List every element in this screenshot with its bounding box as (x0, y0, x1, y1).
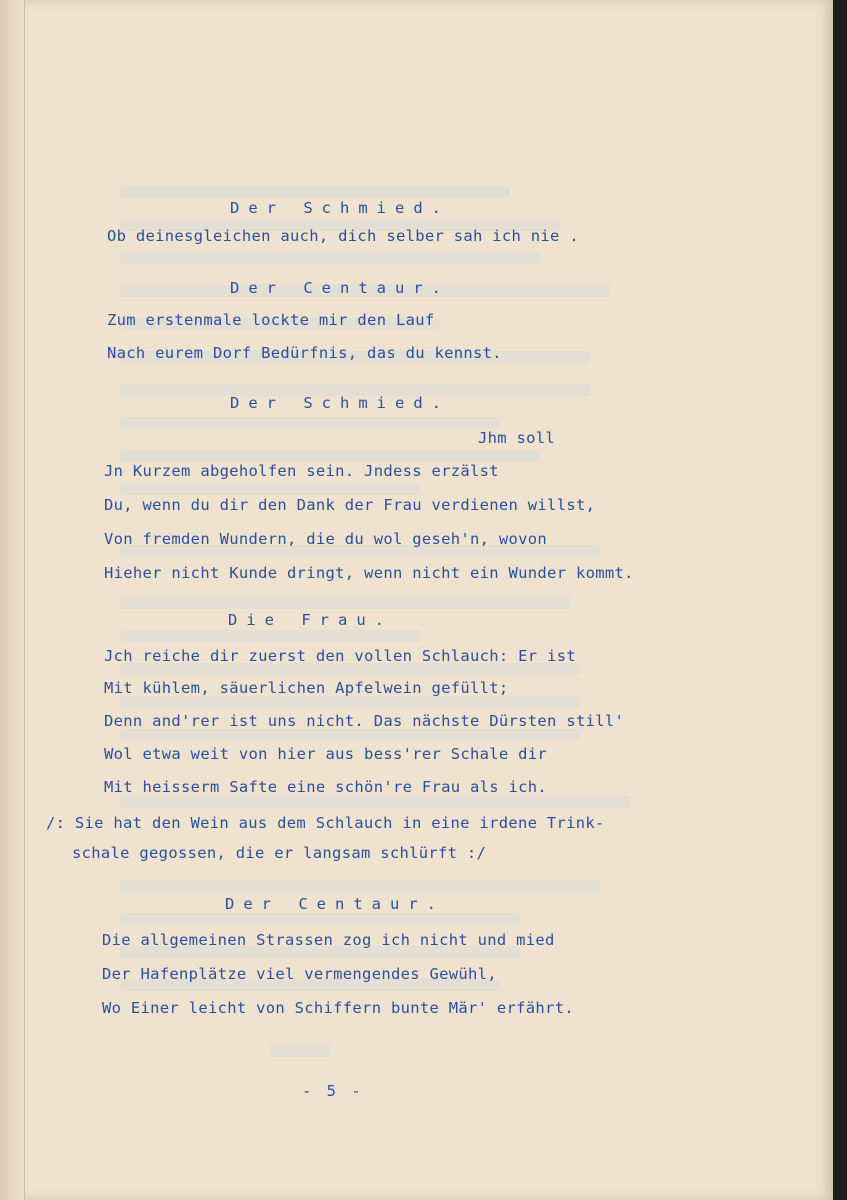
speaker-heading: Der Centaur. (230, 279, 450, 297)
verse-line: Hieher nicht Kunde dringt, wenn nicht ein Wunder kommt. (104, 564, 634, 582)
speaker-heading: Die Frau. (228, 611, 393, 629)
verse-line: Ob deinesgleichen auch, dich selber sah ich nie . (107, 227, 579, 245)
verse-line: Mit heisserm Safte eine schön're Frau als ich. (104, 778, 548, 796)
verse-line: Denn and'rer ist uns nicht. Das nächste Dürsten still' (104, 712, 625, 730)
verse-line: Jhm soll (478, 429, 556, 447)
verse-line: Der Hafenplätze viel vermengendes Gewühl, (102, 965, 497, 983)
verse-line: Wol etwa weit von hier aus bess'rer Schale dir (104, 745, 548, 763)
speaker-heading: Der Centaur. (225, 895, 445, 913)
verse-line: Zum erstenmale lockte mir den Lauf (107, 311, 435, 329)
verse-line: Jch reiche dir zuerst den vollen Schlauch: Er ist (104, 647, 576, 665)
verse-line: Wo Einer leicht von Schiffern bunte Mär' erfährt. (102, 999, 574, 1017)
stage-direction: /: Sie hat den Wein aus dem Schlauch in eine irdene Trink- (46, 814, 605, 832)
page-number: - 5 - (302, 1082, 364, 1100)
speaker-heading: Der Schmied. (230, 199, 450, 217)
verse-line: Jn Kurzem abgeholfen sein. Jndess erzälst (104, 462, 499, 480)
scan-background (833, 0, 847, 1200)
verse-line: Du, wenn du dir den Dank der Frau verdienen willst, (104, 496, 596, 514)
verse-line: Mit kühlem, säuerlichen Apfelwein gefüllt; (104, 679, 509, 697)
verse-line: Nach eurem Dorf Bedürfnis, das du kennst. (107, 344, 502, 362)
verse-line: Von fremden Wundern, die du wol geseh'n, wovon (104, 530, 548, 548)
speaker-heading: Der Schmied. (230, 394, 450, 412)
stage-direction: schale gegossen, die er langsam schlürft :/ (72, 844, 487, 862)
verse-line: Die allgemeinen Strassen zog ich nicht und mied (102, 931, 555, 949)
